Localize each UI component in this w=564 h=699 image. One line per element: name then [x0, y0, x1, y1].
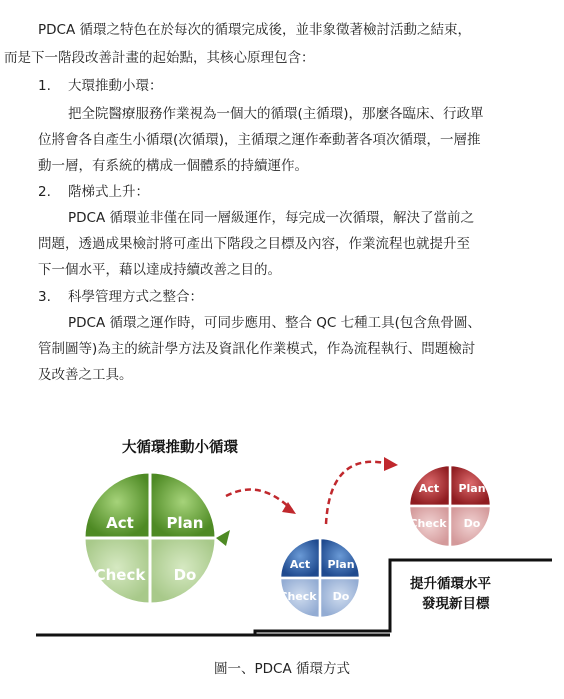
- note-line-1: 提升循環水平: [410, 576, 491, 592]
- big-do-label: Do: [173, 566, 197, 584]
- item-1-line-2: 位將會各自產生小循環(次循環)，主循環之運作牽動著各項次循環，一層推: [38, 132, 481, 148]
- arrow-big-to-mid: [226, 490, 292, 510]
- mid-cycle: [279, 538, 360, 618]
- pdca-diagram: [30, 420, 560, 660]
- note-line-2: 發現新目標: [422, 596, 490, 612]
- item-2-line-1: PDCA 循環並非僅在同一層級運作，每完成一次循環，解決了當前之: [68, 210, 474, 226]
- item-1-line-1: 把全院醫療服務作業視為一個大的循環(主循環)，那麼各臨床、行政單: [68, 106, 484, 122]
- item-3-heading: 科學管理方式之整合：: [68, 289, 203, 305]
- item-1-number: 1.: [38, 78, 51, 94]
- big-act-label: Act: [106, 514, 134, 532]
- item-3-line-2: 管制圖等)為主的統計學方法及資訊化作業模式，作為流程執行、問題檢討: [38, 341, 476, 357]
- arrow-mid-to-small: [326, 462, 390, 524]
- mid-plan-label: Plan: [327, 558, 355, 571]
- mid-act-label: Act: [289, 558, 311, 571]
- item-1-heading: 大環推動小環：: [68, 78, 163, 94]
- big-plan-label: Plan: [166, 514, 204, 532]
- small-check-label: Check: [409, 517, 447, 530]
- figure-caption: 圖一、PDCA 循環方式: [214, 661, 350, 677]
- item-2-heading: 階梯式上升：: [68, 184, 149, 200]
- item-3-line-1: PDCA 循環之運作時，可同步應用、整合 QC 七種工具(包含魚骨圖、: [68, 315, 481, 331]
- item-2-number: 2.: [38, 184, 51, 200]
- item-3-line-3: 及改善之工具。: [38, 367, 133, 383]
- small-cycle: [409, 465, 491, 547]
- big-cycle: [84, 472, 230, 604]
- item-2-line-3: 下一個水平，藉以達成持續改善之目的。: [38, 262, 281, 278]
- item-2-line-2: 問題，透過成果檢討將可產出下階段之目標及內容，作業流程也就提升至: [38, 236, 470, 252]
- big-check-label: Check: [94, 566, 146, 584]
- figure-title: 大循環推動小循環: [122, 440, 238, 456]
- mid-do-label: Do: [332, 590, 350, 603]
- small-plan-label: Plan: [458, 482, 486, 495]
- mid-check-label: Check: [279, 590, 317, 603]
- intro-line-2: 而是下一階段改善計畫的起始點，其核心原理包含：: [4, 50, 315, 66]
- intro-line-1: PDCA 循環之特色在於每次的循環完成後，並非象徵著檢討活動之結束，: [38, 22, 471, 38]
- small-act-label: Act: [418, 482, 440, 495]
- small-do-label: Do: [463, 517, 481, 530]
- item-1-line-3: 動一層，有系統的構成一個體系的持續運作。: [38, 158, 308, 174]
- item-3-number: 3.: [38, 289, 51, 305]
